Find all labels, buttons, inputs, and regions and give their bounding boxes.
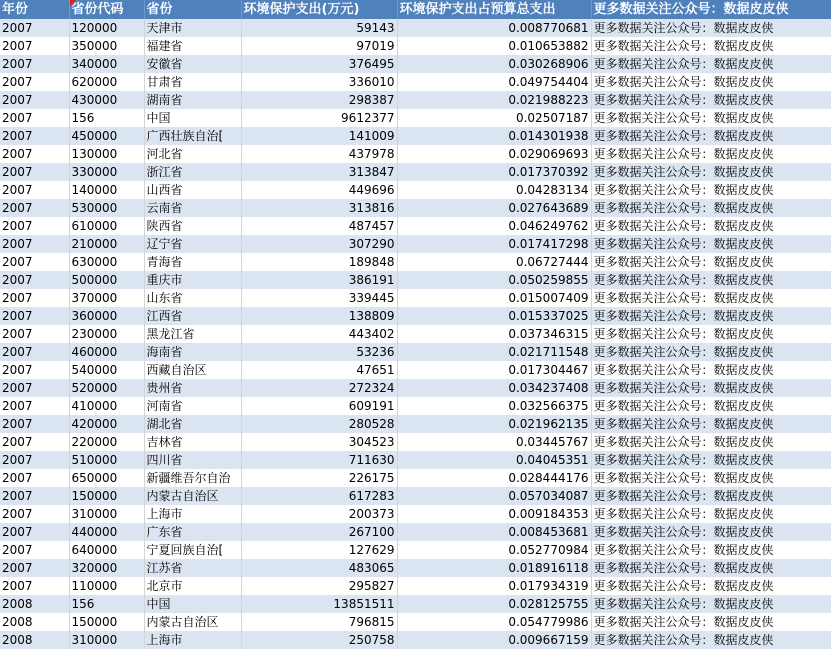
year-cell[interactable]: 2007 — [0, 253, 69, 271]
province-code-cell[interactable]: 510000 — [69, 451, 144, 469]
province-code-cell[interactable]: 370000 — [69, 289, 144, 307]
table-row — [0, 523, 831, 541]
year-cell[interactable]: 2007 — [0, 19, 69, 37]
table-row — [0, 253, 831, 271]
table-row — [0, 361, 831, 379]
province-cell[interactable]: 浙江省 — [144, 163, 241, 181]
header-cell-env-expense[interactable]: 环境保护支出(万元) — [241, 0, 397, 19]
province-cell[interactable]: 山东省 — [144, 289, 241, 307]
note-cell[interactable]: 更多数据关注公众号：数据皮皮侠 — [591, 505, 831, 523]
env-expense-cell[interactable]: 13851511 — [241, 595, 397, 613]
province-code-cell[interactable]: 500000 — [69, 271, 144, 289]
table-row — [0, 91, 831, 109]
province-cell[interactable]: 广西壮族自治[ — [144, 127, 241, 145]
table-row — [0, 307, 831, 325]
year-cell[interactable]: 2008 — [0, 595, 69, 613]
year-cell[interactable]: 2007 — [0, 523, 69, 541]
env-ratio-cell[interactable]: 0.021988223 — [397, 91, 591, 109]
env-expense-cell[interactable]: 443402 — [241, 325, 397, 343]
province-code-cell[interactable]: 156 — [69, 109, 144, 127]
province-cell[interactable]: 辽宁省 — [144, 235, 241, 253]
env-ratio-cell[interactable]: 0.052770984 — [397, 541, 591, 559]
env-ratio-cell[interactable]: 0.054779986 — [397, 613, 591, 631]
province-code-cell[interactable]: 460000 — [69, 343, 144, 361]
province-cell[interactable]: 中国 — [144, 109, 241, 127]
header-cell-province-code[interactable]: 省份代码 — [69, 0, 144, 19]
province-code-cell[interactable]: 410000 — [69, 397, 144, 415]
env-ratio-cell[interactable]: 0.008453681 — [397, 523, 591, 541]
env-expense-cell[interactable]: 47651 — [241, 361, 397, 379]
province-code-cell[interactable]: 520000 — [69, 379, 144, 397]
year-cell[interactable]: 2007 — [0, 487, 69, 505]
note-cell[interactable]: 更多数据关注公众号：数据皮皮侠 — [591, 577, 831, 595]
year-cell[interactable]: 2007 — [0, 415, 69, 433]
env-expense-cell[interactable]: 59143 — [241, 19, 397, 37]
note-cell[interactable]: 更多数据关注公众号：数据皮皮侠 — [591, 271, 831, 289]
note-cell[interactable]: 更多数据关注公众号：数据皮皮侠 — [591, 523, 831, 541]
province-code-cell[interactable]: 420000 — [69, 415, 144, 433]
env-expense-cell[interactable]: 449696 — [241, 181, 397, 199]
province-cell[interactable]: 安徽省 — [144, 55, 241, 73]
year-cell[interactable]: 2007 — [0, 55, 69, 73]
env-ratio-cell[interactable]: 0.02507187 — [397, 109, 591, 127]
note-cell[interactable]: 更多数据关注公众号：数据皮皮侠 — [591, 91, 831, 109]
note-cell[interactable]: 更多数据关注公众号：数据皮皮侠 — [591, 595, 831, 613]
note-cell[interactable]: 更多数据关注公众号：数据皮皮侠 — [591, 73, 831, 91]
table-row — [0, 433, 831, 451]
province-cell[interactable]: 北京市 — [144, 577, 241, 595]
table-row — [0, 199, 831, 217]
province-cell[interactable]: 青海省 — [144, 253, 241, 271]
province-code-cell[interactable]: 120000 — [69, 19, 144, 37]
year-cell[interactable]: 2007 — [0, 469, 69, 487]
year-cell[interactable]: 2007 — [0, 109, 69, 127]
note-cell[interactable]: 更多数据关注公众号：数据皮皮侠 — [591, 343, 831, 361]
year-cell[interactable]: 2007 — [0, 271, 69, 289]
env-ratio-cell[interactable]: 0.057034087 — [397, 487, 591, 505]
province-cell[interactable]: 福建省 — [144, 37, 241, 55]
note-cell[interactable]: 更多数据关注公众号：数据皮皮侠 — [591, 127, 831, 145]
year-cell[interactable]: 2007 — [0, 127, 69, 145]
table-row — [0, 577, 831, 595]
note-cell[interactable]: 更多数据关注公众号：数据皮皮侠 — [591, 379, 831, 397]
env-expense-cell[interactable]: 226175 — [241, 469, 397, 487]
province-cell[interactable]: 黑龙江省 — [144, 325, 241, 343]
table-row — [0, 487, 831, 505]
env-expense-cell[interactable]: 339445 — [241, 289, 397, 307]
note-cell[interactable]: 更多数据关注公众号：数据皮皮侠 — [591, 469, 831, 487]
env-expense-cell[interactable]: 272324 — [241, 379, 397, 397]
province-code-cell[interactable]: 360000 — [69, 307, 144, 325]
province-code-cell[interactable]: 310000 — [69, 505, 144, 523]
province-code-cell[interactable]: 130000 — [69, 145, 144, 163]
province-code-cell[interactable]: 140000 — [69, 181, 144, 199]
table-row — [0, 181, 831, 199]
year-cell[interactable]: 2007 — [0, 325, 69, 343]
env-ratio-cell[interactable]: 0.010653882 — [397, 37, 591, 55]
env-ratio-cell[interactable]: 0.050259855 — [397, 271, 591, 289]
note-cell[interactable]: 更多数据关注公众号：数据皮皮侠 — [591, 613, 831, 631]
year-cell[interactable]: 2007 — [0, 307, 69, 325]
env-expense-cell[interactable]: 313816 — [241, 199, 397, 217]
env-ratio-cell[interactable]: 0.029069693 — [397, 145, 591, 163]
province-code-cell[interactable]: 156 — [69, 595, 144, 613]
year-cell[interactable]: 2007 — [0, 433, 69, 451]
table-header — [0, 0, 831, 19]
province-code-cell[interactable]: 210000 — [69, 235, 144, 253]
table-row — [0, 109, 831, 127]
year-cell[interactable]: 2008 — [0, 631, 69, 649]
year-cell[interactable]: 2007 — [0, 505, 69, 523]
province-code-cell[interactable]: 630000 — [69, 253, 144, 271]
comment-indicator — [70, 0, 76, 6]
table-row — [0, 451, 831, 469]
year-cell[interactable]: 2007 — [0, 559, 69, 577]
table-row — [0, 55, 831, 73]
province-code-cell[interactable]: 530000 — [69, 199, 144, 217]
env-ratio-cell[interactable]: 0.009667159 — [397, 631, 591, 649]
year-cell[interactable]: 2007 — [0, 163, 69, 181]
province-code-cell[interactable]: 610000 — [69, 217, 144, 235]
env-ratio-cell[interactable]: 0.046249762 — [397, 217, 591, 235]
env-ratio-cell[interactable]: 0.008770681 — [397, 19, 591, 37]
env-expense-cell[interactable]: 9612377 — [241, 109, 397, 127]
env-ratio-cell[interactable]: 0.014301938 — [397, 127, 591, 145]
env-ratio-cell[interactable]: 0.018916118 — [397, 559, 591, 577]
note-cell[interactable]: 更多数据关注公众号：数据皮皮侠 — [591, 397, 831, 415]
env-ratio-cell[interactable]: 0.028444176 — [397, 469, 591, 487]
year-cell[interactable]: 2007 — [0, 343, 69, 361]
province-cell[interactable]: 西藏自治区 — [144, 361, 241, 379]
province-cell[interactable]: 中国 — [144, 595, 241, 613]
note-cell[interactable]: 更多数据关注公众号：数据皮皮侠 — [591, 109, 831, 127]
env-ratio-cell[interactable]: 0.049754404 — [397, 73, 591, 91]
note-cell[interactable]: 更多数据关注公众号：数据皮皮侠 — [591, 289, 831, 307]
province-cell[interactable]: 云南省 — [144, 199, 241, 217]
year-cell[interactable]: 2008 — [0, 613, 69, 631]
env-expense-cell[interactable]: 386191 — [241, 271, 397, 289]
env-expense-cell[interactable]: 250758 — [241, 631, 397, 649]
province-cell[interactable]: 上海市 — [144, 505, 241, 523]
province-code-cell[interactable]: 430000 — [69, 91, 144, 109]
env-expense-cell[interactable]: 53236 — [241, 343, 397, 361]
table-row — [0, 235, 831, 253]
env-expense-cell[interactable]: 313847 — [241, 163, 397, 181]
env-ratio-cell[interactable]: 0.028125755 — [397, 595, 591, 613]
note-cell[interactable]: 更多数据关注公众号：数据皮皮侠 — [591, 415, 831, 433]
year-cell[interactable]: 2007 — [0, 577, 69, 595]
env-ratio-cell[interactable]: 0.021962135 — [397, 415, 591, 433]
note-cell[interactable]: 更多数据关注公众号：数据皮皮侠 — [591, 307, 831, 325]
note-cell[interactable]: 更多数据关注公众号：数据皮皮侠 — [591, 235, 831, 253]
env-ratio-cell[interactable]: 0.017417298 — [397, 235, 591, 253]
table-row — [0, 271, 831, 289]
note-cell[interactable]: 更多数据关注公众号：数据皮皮侠 — [591, 163, 831, 181]
note-cell[interactable]: 更多数据关注公众号：数据皮皮侠 — [591, 559, 831, 577]
table-row — [0, 541, 831, 559]
province-code-cell[interactable]: 450000 — [69, 127, 144, 145]
header-cell-year[interactable]: 年份 — [0, 0, 69, 19]
note-cell[interactable]: 更多数据关注公众号：数据皮皮侠 — [591, 145, 831, 163]
province-cell[interactable]: 重庆市 — [144, 271, 241, 289]
env-expense-cell[interactable]: 483065 — [241, 559, 397, 577]
province-cell[interactable]: 内蒙古自治区 — [144, 487, 241, 505]
env-ratio-cell[interactable]: 0.032566375 — [397, 397, 591, 415]
env-ratio-cell[interactable]: 0.04283134 — [397, 181, 591, 199]
env-expense-cell[interactable]: 609191 — [241, 397, 397, 415]
province-cell[interactable]: 吉林省 — [144, 433, 241, 451]
province-code-cell[interactable]: 340000 — [69, 55, 144, 73]
env-ratio-cell[interactable]: 0.017304467 — [397, 361, 591, 379]
note-cell[interactable]: 更多数据关注公众号：数据皮皮侠 — [591, 325, 831, 343]
table-row — [0, 37, 831, 55]
province-cell[interactable]: 湖南省 — [144, 91, 241, 109]
env-expense-cell[interactable]: 141009 — [241, 127, 397, 145]
year-cell[interactable]: 2007 — [0, 235, 69, 253]
note-cell[interactable]: 更多数据关注公众号：数据皮皮侠 — [591, 631, 831, 649]
province-cell[interactable]: 甘肃省 — [144, 73, 241, 91]
env-ratio-cell[interactable]: 0.03445767 — [397, 433, 591, 451]
table-row — [0, 19, 831, 37]
table-row — [0, 595, 831, 613]
table-row — [0, 505, 831, 523]
year-cell[interactable]: 2007 — [0, 199, 69, 217]
table-row — [0, 217, 831, 235]
province-code-cell[interactable]: 150000 — [69, 487, 144, 505]
env-expense-cell[interactable]: 127629 — [241, 541, 397, 559]
province-cell[interactable]: 河北省 — [144, 145, 241, 163]
table-row — [0, 559, 831, 577]
year-cell[interactable]: 2007 — [0, 379, 69, 397]
province-code-cell[interactable]: 230000 — [69, 325, 144, 343]
province-code-cell[interactable]: 650000 — [69, 469, 144, 487]
env-expense-cell[interactable]: 97019 — [241, 37, 397, 55]
year-cell[interactable]: 2007 — [0, 397, 69, 415]
table-row — [0, 343, 831, 361]
province-code-cell[interactable]: 620000 — [69, 73, 144, 91]
province-code-cell[interactable]: 640000 — [69, 541, 144, 559]
header-cell-province[interactable]: 省份 — [144, 0, 241, 19]
province-cell[interactable]: 海南省 — [144, 343, 241, 361]
table-row — [0, 163, 831, 181]
table-row — [0, 397, 831, 415]
year-cell[interactable]: 2007 — [0, 73, 69, 91]
table-row — [0, 127, 831, 145]
table-row — [0, 325, 831, 343]
env-expense-cell[interactable]: 304523 — [241, 433, 397, 451]
province-code-cell[interactable]: 320000 — [69, 559, 144, 577]
header-cell-env-ratio[interactable]: 环境保护支出占预算总支出 — [397, 0, 591, 19]
province-cell[interactable]: 江西省 — [144, 307, 241, 325]
province-cell[interactable]: 内蒙古自治区 — [144, 613, 241, 631]
env-ratio-cell[interactable]: 0.04045351 — [397, 451, 591, 469]
year-cell[interactable]: 2007 — [0, 217, 69, 235]
env-expense-cell[interactable]: 307290 — [241, 235, 397, 253]
note-cell[interactable]: 更多数据关注公众号：数据皮皮侠 — [591, 361, 831, 379]
env-expense-cell[interactable]: 200373 — [241, 505, 397, 523]
note-cell[interactable]: 更多数据关注公众号：数据皮皮侠 — [591, 433, 831, 451]
year-cell[interactable]: 2007 — [0, 145, 69, 163]
province-code-cell[interactable]: 310000 — [69, 631, 144, 649]
year-cell[interactable]: 2007 — [0, 91, 69, 109]
province-cell[interactable]: 湖北省 — [144, 415, 241, 433]
table-row — [0, 145, 831, 163]
province-cell[interactable]: 山西省 — [144, 181, 241, 199]
env-expense-cell[interactable]: 487457 — [241, 217, 397, 235]
table-row — [0, 631, 831, 649]
env-expense-cell[interactable]: 796815 — [241, 613, 397, 631]
env-ratio-cell[interactable]: 0.017370392 — [397, 163, 591, 181]
note-cell[interactable]: 更多数据关注公众号：数据皮皮侠 — [591, 37, 831, 55]
table-row — [0, 415, 831, 433]
note-cell[interactable]: 更多数据关注公众号：数据皮皮侠 — [591, 451, 831, 469]
note-cell[interactable]: 更多数据关注公众号：数据皮皮侠 — [591, 253, 831, 271]
province-code-cell[interactable]: 220000 — [69, 433, 144, 451]
table-row — [0, 73, 831, 91]
province-code-cell[interactable]: 150000 — [69, 613, 144, 631]
header-cell-note[interactable]: 更多数据关注公众号：数据皮皮侠 — [591, 0, 831, 19]
env-expense-cell[interactable]: 376495 — [241, 55, 397, 73]
env-ratio-cell[interactable]: 0.037346315 — [397, 325, 591, 343]
year-cell[interactable]: 2007 — [0, 451, 69, 469]
province-cell[interactable]: 江苏省 — [144, 559, 241, 577]
env-expense-cell[interactable]: 336010 — [241, 73, 397, 91]
env-expense-cell[interactable]: 711630 — [241, 451, 397, 469]
env-expense-cell[interactable]: 280528 — [241, 415, 397, 433]
env-expense-cell[interactable]: 267100 — [241, 523, 397, 541]
note-cell[interactable]: 更多数据关注公众号：数据皮皮侠 — [591, 487, 831, 505]
province-cell[interactable]: 新疆维吾尔自治 — [144, 469, 241, 487]
province-cell[interactable]: 贵州省 — [144, 379, 241, 397]
header-row — [0, 0, 831, 19]
env-expense-cell[interactable]: 617283 — [241, 487, 397, 505]
province-code-cell[interactable]: 330000 — [69, 163, 144, 181]
year-cell[interactable]: 2007 — [0, 289, 69, 307]
year-cell[interactable]: 2007 — [0, 541, 69, 559]
env-expense-cell[interactable]: 189848 — [241, 253, 397, 271]
env-ratio-cell[interactable]: 0.015007409 — [397, 289, 591, 307]
env-ratio-cell[interactable]: 0.030268906 — [397, 55, 591, 73]
note-cell[interactable]: 更多数据关注公众号：数据皮皮侠 — [591, 19, 831, 37]
env-ratio-cell[interactable]: 0.027643689 — [397, 199, 591, 217]
province-cell[interactable]: 陕西省 — [144, 217, 241, 235]
province-code-cell[interactable]: 440000 — [69, 523, 144, 541]
table-row — [0, 469, 831, 487]
note-cell[interactable]: 更多数据关注公众号：数据皮皮侠 — [591, 199, 831, 217]
env-ratio-cell[interactable]: 0.034237408 — [397, 379, 591, 397]
table-row — [0, 613, 831, 631]
year-cell[interactable]: 2007 — [0, 181, 69, 199]
province-cell[interactable]: 河南省 — [144, 397, 241, 415]
note-cell[interactable]: 更多数据关注公众号：数据皮皮侠 — [591, 217, 831, 235]
note-cell[interactable]: 更多数据关注公众号：数据皮皮侠 — [591, 181, 831, 199]
province-cell[interactable]: 宁夏回族自治[ — [144, 541, 241, 559]
env-expense-cell[interactable]: 138809 — [241, 307, 397, 325]
province-cell[interactable]: 四川省 — [144, 451, 241, 469]
year-cell[interactable]: 2007 — [0, 37, 69, 55]
env-ratio-cell[interactable]: 0.06727444 — [397, 253, 591, 271]
province-code-cell[interactable]: 540000 — [69, 361, 144, 379]
year-cell[interactable]: 2007 — [0, 361, 69, 379]
env-ratio-cell[interactable]: 0.015337025 — [397, 307, 591, 325]
env-ratio-cell[interactable]: 0.009184353 — [397, 505, 591, 523]
province-cell[interactable]: 广东省 — [144, 523, 241, 541]
env-ratio-cell[interactable]: 0.021711548 — [397, 343, 591, 361]
env-expense-cell[interactable]: 298387 — [241, 91, 397, 109]
note-cell[interactable]: 更多数据关注公众号：数据皮皮侠 — [591, 55, 831, 73]
env-expense-cell[interactable]: 295827 — [241, 577, 397, 595]
env-expense-cell[interactable]: 437978 — [241, 145, 397, 163]
table-body — [0, 19, 831, 649]
env-ratio-cell[interactable]: 0.017934319 — [397, 577, 591, 595]
note-cell[interactable]: 更多数据关注公众号：数据皮皮侠 — [591, 541, 831, 559]
province-cell[interactable]: 上海市 — [144, 631, 241, 649]
province-code-cell[interactable]: 350000 — [69, 37, 144, 55]
province-cell[interactable]: 天津市 — [144, 19, 241, 37]
province-code-cell[interactable]: 110000 — [69, 577, 144, 595]
table-row — [0, 289, 831, 307]
table-row — [0, 379, 831, 397]
